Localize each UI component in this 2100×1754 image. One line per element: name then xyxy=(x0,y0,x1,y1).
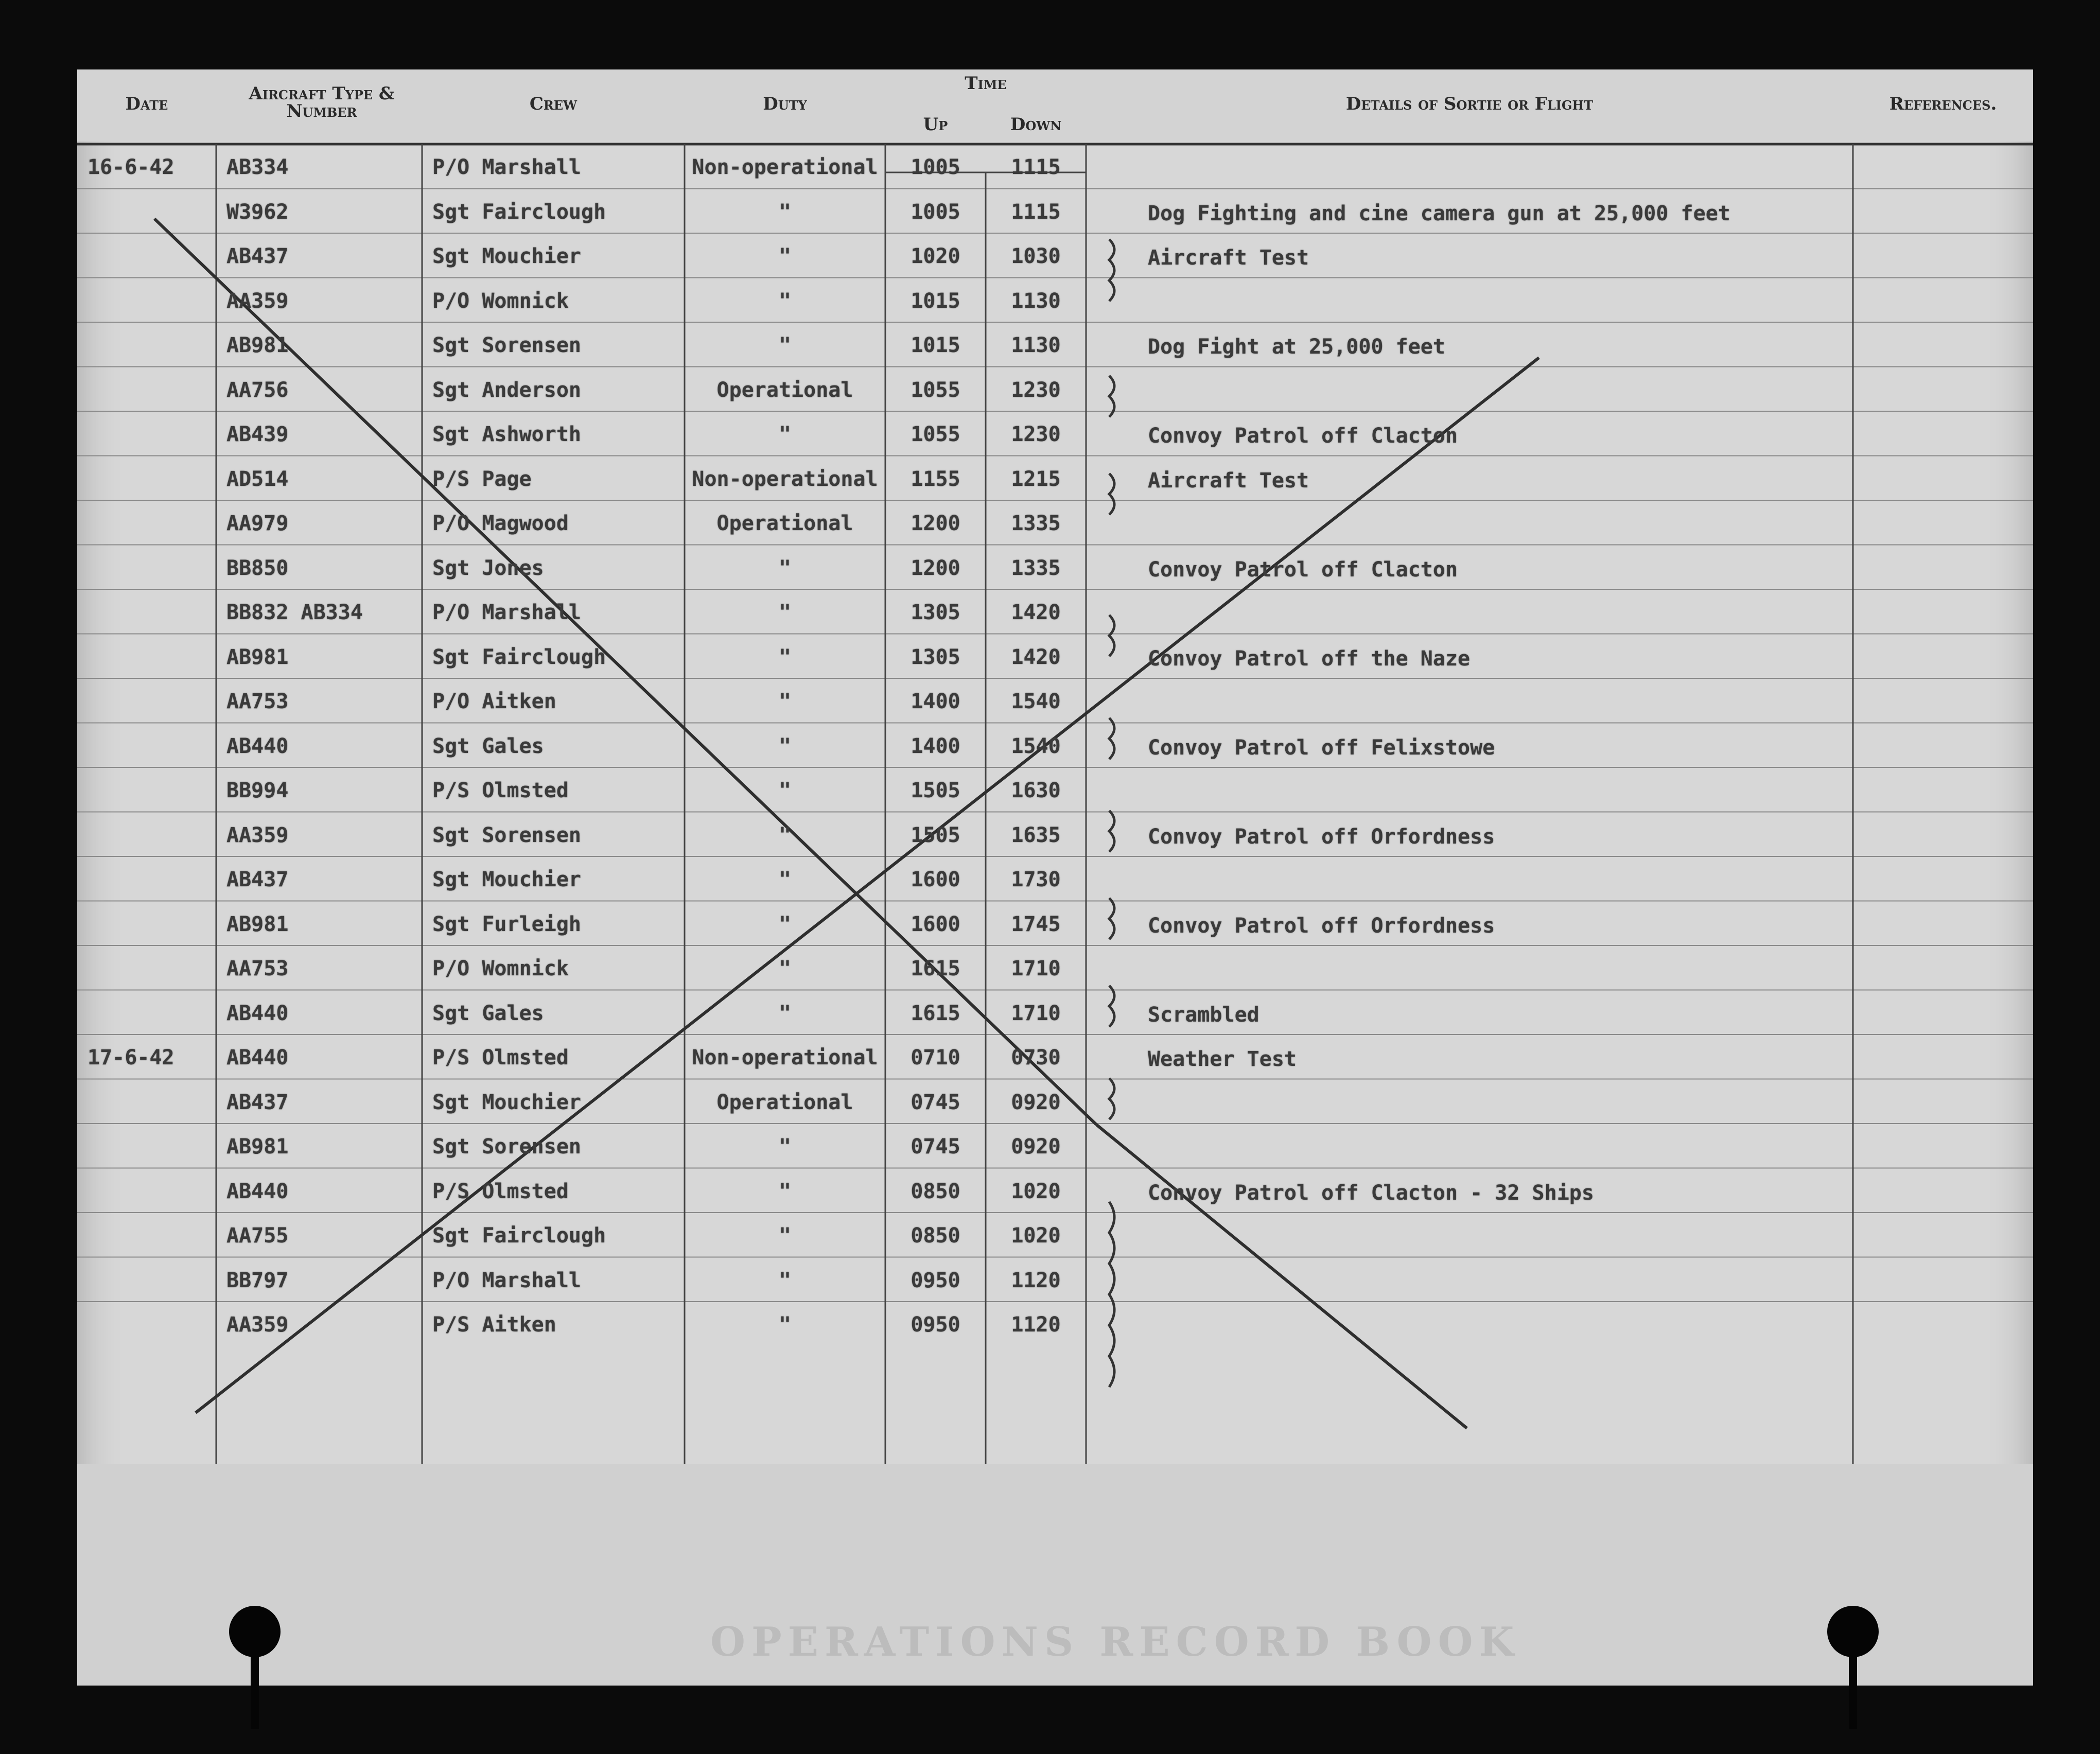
binder-hole-stem-left xyxy=(251,1637,259,1729)
table-cell-down: 1215 xyxy=(1011,467,1061,491)
table-cell-duty: " xyxy=(778,868,792,891)
table-cell-duty: " xyxy=(778,601,792,624)
table-cell-crew: P/O Womnick xyxy=(432,957,569,980)
table-cell-up: 0850 xyxy=(911,1179,960,1203)
table-cell-date: 16-6-42 xyxy=(87,155,174,179)
sortie-detail: Convoy Patrol off Orfordness xyxy=(1148,825,1495,849)
sortie-detail: Dog Fighting and cine camera gun at 25,000 feet xyxy=(1148,201,1730,225)
table-cell-crew: Sgt Mouchier xyxy=(432,1090,581,1114)
table-cell-duty: " xyxy=(778,957,792,980)
table-cell-duty: " xyxy=(778,779,792,802)
table-cell-crew: P/S Aitken xyxy=(432,1313,556,1337)
table-cell-crew: P/S Olmsted xyxy=(432,779,569,802)
table-cell-crew: Sgt Fairclough xyxy=(432,200,606,224)
sortie-detail: Convoy Patrol off Clacton xyxy=(1148,424,1458,448)
table-cell-aircraft: AB981 xyxy=(226,912,289,936)
table-cell-aircraft: AB439 xyxy=(226,423,289,446)
table-cell-down: 1230 xyxy=(1011,378,1061,402)
table-cell-crew: P/O Aitken xyxy=(432,690,556,713)
table-cell-aircraft: BB797 xyxy=(226,1268,289,1292)
table-cell-duty: " xyxy=(778,645,792,669)
table-cell-up: 1015 xyxy=(911,334,960,357)
table-cell-date: 17-6-42 xyxy=(87,1046,174,1069)
table-cell-down: 1020 xyxy=(1011,1179,1061,1203)
sortie-detail: Convoy Patrol off Clacton xyxy=(1148,557,1458,582)
table-cell-down: 1130 xyxy=(1011,289,1061,313)
table-cell-duty: Operational xyxy=(716,512,853,535)
table-cell-crew: Sgt Gales xyxy=(432,734,544,758)
table-cell-up: 0745 xyxy=(911,1135,960,1159)
table-cell-duty: Operational xyxy=(716,378,853,402)
table-cell-crew: P/S Page xyxy=(432,467,532,491)
header-duty: Duty xyxy=(763,94,807,114)
table-cell-up: 1305 xyxy=(911,601,960,624)
table-cell-duty: " xyxy=(778,1268,792,1292)
table-cell-duty: Non-operational xyxy=(692,1046,878,1069)
header-crew: Crew xyxy=(529,94,577,114)
table-cell-duty: " xyxy=(778,1001,792,1025)
table-cell-duty: " xyxy=(778,1313,792,1337)
table-cell-aircraft: AD514 xyxy=(226,467,289,491)
table-cell-crew: Sgt Anderson xyxy=(432,378,581,402)
table-cell-up: 1005 xyxy=(911,200,960,224)
table-cell-crew: Sgt Jones xyxy=(432,556,544,580)
table-cell-crew: P/S Olmsted xyxy=(432,1046,569,1069)
table-cell-aircraft: AB981 xyxy=(226,645,289,669)
table-cell-down: 1030 xyxy=(1011,244,1061,268)
table-cell-down: 1630 xyxy=(1011,779,1061,802)
table-cell-down: 1635 xyxy=(1011,823,1061,847)
table-cell-duty: " xyxy=(778,1135,792,1159)
table-cell-aircraft: BB832 AB334 xyxy=(226,601,363,624)
table-cell-up: 1600 xyxy=(911,912,960,936)
table-cell-down: 1420 xyxy=(1011,601,1061,624)
sortie-detail: Scrambled xyxy=(1148,1003,1259,1027)
table-cell-down: 1745 xyxy=(1011,912,1061,936)
table-cell-aircraft: AB334 xyxy=(226,155,289,179)
table-cell-duty: " xyxy=(778,690,792,713)
record-sheet xyxy=(77,69,2033,1686)
table-cell-down: 1120 xyxy=(1011,1313,1061,1337)
table-cell-up: 1615 xyxy=(911,1001,960,1025)
table-cell-aircraft: AA359 xyxy=(226,289,289,313)
table-cell-crew: P/S Olmsted xyxy=(432,1179,569,1203)
header-aircraft: Aircraft Type & Number xyxy=(249,83,395,121)
table-cell-up: 1155 xyxy=(911,467,960,491)
table-cell-aircraft: AA755 xyxy=(226,1224,289,1248)
table-cell-up: 1505 xyxy=(911,823,960,847)
table-cell-duty: " xyxy=(778,423,792,446)
table-cell-up: 1400 xyxy=(911,734,960,758)
table-cell-down: 1730 xyxy=(1011,868,1061,891)
table-cell-up: 1015 xyxy=(911,289,960,313)
table-cell-down: 1130 xyxy=(1011,334,1061,357)
table-cell-up: 1505 xyxy=(911,779,960,802)
table-cell-up: 0950 xyxy=(911,1313,960,1337)
table-cell-crew: Sgt Ashworth xyxy=(432,423,581,446)
table-cell-crew: Sgt Sorensen xyxy=(432,334,581,357)
sortie-detail: Aircraft Test xyxy=(1148,468,1309,493)
table-cell-aircraft: AA756 xyxy=(226,378,289,402)
table-cell-down: 0730 xyxy=(1011,1046,1061,1069)
table-cell-aircraft: AB440 xyxy=(226,1179,289,1203)
table-cell-up: 0850 xyxy=(911,1224,960,1248)
table-cell-down: 1540 xyxy=(1011,690,1061,713)
table-cell-up: 1055 xyxy=(911,423,960,446)
table-cell-crew: P/O Womnick xyxy=(432,289,569,313)
table-cell-crew: Sgt Fairclough xyxy=(432,645,606,669)
table-cell-up: 1305 xyxy=(911,645,960,669)
table-cell-aircraft: AB440 xyxy=(226,1001,289,1025)
table-cell-aircraft: AA753 xyxy=(226,690,289,713)
sortie-detail: Weather Test xyxy=(1148,1047,1297,1071)
table-cell-up: 0710 xyxy=(911,1046,960,1069)
table-cell-down: 1115 xyxy=(1011,155,1061,179)
table-cell-crew: Sgt Mouchier xyxy=(432,244,581,268)
table-cell-up: 1615 xyxy=(911,957,960,980)
table-cell-aircraft: W3962 xyxy=(226,200,289,224)
table-cell-crew: Sgt Sorensen xyxy=(432,823,581,847)
table-cell-crew: P/O Magwood xyxy=(432,512,569,535)
table-cell-duty: Non-operational xyxy=(692,467,878,491)
table-cell-aircraft: AA359 xyxy=(226,1313,289,1337)
table-cell-down: 1540 xyxy=(1011,734,1061,758)
table-cell-up: 1600 xyxy=(911,868,960,891)
header-date: Date xyxy=(125,94,168,114)
table-cell-aircraft: BB850 xyxy=(226,556,289,580)
table-cell-down: 1710 xyxy=(1011,957,1061,980)
table-cell-down: 1335 xyxy=(1011,556,1061,580)
sheet-footer xyxy=(77,1464,2033,1686)
table-cell-down: 1710 xyxy=(1011,1001,1061,1025)
table-cell-up: 0745 xyxy=(911,1090,960,1114)
table-cell-down: 0920 xyxy=(1011,1135,1061,1159)
sortie-detail: Aircraft Test xyxy=(1148,246,1309,270)
sortie-detail: Dog Fight at 25,000 feet xyxy=(1148,335,1445,359)
table-cell-duty: Non-operational xyxy=(692,155,878,179)
table-cell-down: 1420 xyxy=(1011,645,1061,669)
ghost-title: OPERATIONS RECORD BOOK xyxy=(710,1619,1520,1665)
sortie-detail: Convoy Patrol off Felixstowe xyxy=(1148,735,1495,760)
table-cell-crew: P/O Marshall xyxy=(432,1268,581,1292)
table-cell-up: 0950 xyxy=(911,1268,960,1292)
table-cell-down: 0920 xyxy=(1011,1090,1061,1114)
header-time: Time xyxy=(965,73,1007,94)
sortie-detail: Convoy Patrol off Orfordness xyxy=(1148,914,1495,938)
table-cell-up: 1400 xyxy=(911,690,960,713)
table-cell-duty: Operational xyxy=(716,1090,853,1114)
table-cell-crew: P/O Marshall xyxy=(432,601,581,624)
table-cell-aircraft: BB994 xyxy=(226,779,289,802)
table-cell-aircraft: AB440 xyxy=(226,734,289,758)
header-time-down: Down xyxy=(1010,114,1062,135)
table-cell-crew: Sgt Sorensen xyxy=(432,1135,581,1159)
table-cell-aircraft: AB437 xyxy=(226,1090,289,1114)
table-cell-duty: " xyxy=(778,823,792,847)
table-cell-up: 1055 xyxy=(911,378,960,402)
table-cell-crew: P/O Marshall xyxy=(432,155,581,179)
header-details: Details of Sortie or Flight xyxy=(1345,94,1594,114)
table-cell-aircraft: AB440 xyxy=(226,1046,289,1069)
sortie-detail: Convoy Patrol off the Naze xyxy=(1148,646,1471,671)
table-cell-up: 1200 xyxy=(911,512,960,535)
table-cell-crew: Sgt Fairclough xyxy=(432,1224,606,1248)
table-cell-duty: " xyxy=(778,1179,792,1203)
table-cell-duty: " xyxy=(778,289,792,313)
sortie-detail: Convoy Patrol off Clacton - 32 Ships xyxy=(1148,1181,1594,1205)
table-cell-aircraft: AB981 xyxy=(226,334,289,357)
table-cell-aircraft: AB981 xyxy=(226,1135,289,1159)
table-cell-aircraft: AB437 xyxy=(226,868,289,891)
table-cell-duty: " xyxy=(778,334,792,357)
table-cell-duty: " xyxy=(778,1224,792,1248)
table-cell-duty: " xyxy=(778,556,792,580)
table-cell-duty: " xyxy=(778,912,792,936)
table-cell-up: 1020 xyxy=(911,244,960,268)
table-cell-down: 1115 xyxy=(1011,200,1061,224)
table-cell-duty: " xyxy=(778,244,792,268)
table-cell-aircraft: AA359 xyxy=(226,823,289,847)
binder-hole-stem-right xyxy=(1849,1637,1857,1729)
table-cell-aircraft: AA979 xyxy=(226,512,289,535)
table-cell-duty: " xyxy=(778,200,792,224)
header-time-up: Up xyxy=(923,114,948,135)
table-cell-crew: Sgt Gales xyxy=(432,1001,544,1025)
table-cell-duty: " xyxy=(778,734,792,758)
table-cell-crew: Sgt Furleigh xyxy=(432,912,581,936)
table-cell-up: 1005 xyxy=(911,155,960,179)
table-cell-crew: Sgt Mouchier xyxy=(432,868,581,891)
table-cell-aircraft: AB437 xyxy=(226,244,289,268)
header-references: References. xyxy=(1889,94,1997,114)
table-cell-down: 1335 xyxy=(1011,512,1061,535)
table-cell-down: 1020 xyxy=(1011,1224,1061,1248)
table-cell-up: 1200 xyxy=(911,556,960,580)
table-cell-down: 1230 xyxy=(1011,423,1061,446)
table-cell-down: 1120 xyxy=(1011,1268,1061,1292)
table-cell-aircraft: AA753 xyxy=(226,957,289,980)
